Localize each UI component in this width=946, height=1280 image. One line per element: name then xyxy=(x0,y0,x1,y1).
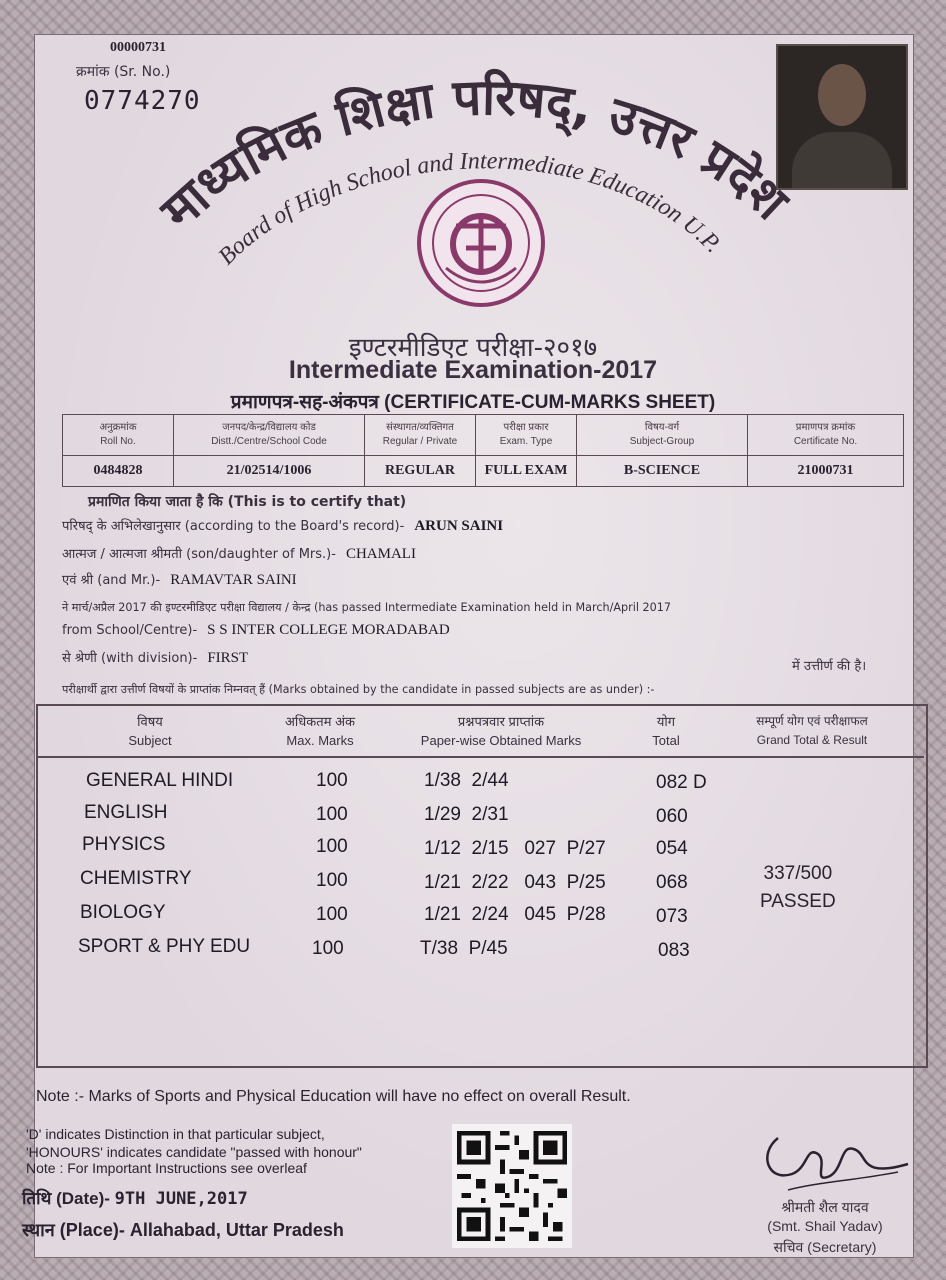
mother-label: आत्मज / आत्मजा श्रीमती (son/daughter of Mrs.)- xyxy=(62,547,336,562)
subject: BIOLOGY xyxy=(80,902,166,923)
subject-total: 060 xyxy=(656,806,688,827)
signatory-designation: सचिव (Secretary) xyxy=(773,1239,877,1255)
place-label: स्थान (Place)- xyxy=(22,1220,125,1240)
sports-note: Note :- Marks of Sports and Physical Education will have no effect on overall Result. xyxy=(36,1088,631,1105)
father-label: एवं श्री (and Mr.)- xyxy=(62,573,161,588)
paper-marks: 1/38 2/44 xyxy=(424,770,509,791)
legend-instructions: Note : For Important Instructions see overleaf xyxy=(26,1160,307,1176)
roll-no: 0484828 xyxy=(63,456,174,487)
subject-total: 068 xyxy=(656,872,688,893)
col-grand-total: सम्पूर्ण योग एवं परीक्षाफल Grand Total & Result xyxy=(756,714,868,747)
subject-total: 054 xyxy=(656,838,688,859)
header-exam-type: परीक्षा प्रकार Exam. Type xyxy=(476,415,577,456)
marks-header-divider xyxy=(36,756,924,758)
exam-type: FULL EXAM xyxy=(476,456,577,487)
max-marks: 100 xyxy=(316,770,348,791)
certify-line: प्रमाणित किया जाता है कि (This is to certify that) xyxy=(88,494,407,510)
grand-total-result xyxy=(760,860,836,916)
school-name: S S INTER COLLEGE MORADABAD xyxy=(207,622,450,638)
school-label: from School/Centre)- xyxy=(62,623,198,638)
col-paper-marks: प्रश्नपत्रवार प्राप्तांक Paper-wise Obtained Marks xyxy=(420,714,582,748)
subject-total: 073 xyxy=(656,906,688,927)
grand-total: 337/500 xyxy=(763,863,833,884)
candidate-info-table xyxy=(62,414,904,487)
paper-marks: 1/21 2/22 043 P/25 xyxy=(424,872,606,893)
serial-top: 00000731 xyxy=(110,40,166,55)
mother-line xyxy=(62,544,416,563)
signatory-hindi: श्रीमती शैल यादव xyxy=(781,1199,869,1215)
father-line xyxy=(62,570,297,589)
issue-place: Allahabad, Uttar Pradesh xyxy=(129,1220,344,1240)
subject: ENGLISH xyxy=(84,802,168,823)
date-line xyxy=(22,1186,248,1209)
header-roll-no: अनुक्रमांक Roll No. xyxy=(63,415,174,456)
secretary-signature-icon xyxy=(748,1124,918,1196)
division: FIRST xyxy=(207,650,249,666)
subject-total: 083 xyxy=(658,940,690,961)
record-label: परिषद् के अभिलेखानुसार (according to the Board's record)- xyxy=(62,519,405,534)
passed-line: ने मार्च/अप्रैल 2017 की इण्टरमीडिएट परीक्षा विद्यालय / केन्द्र (has passed Intermediate Examination held in March/April 2017 xyxy=(62,601,672,614)
result: PASSED xyxy=(760,891,836,912)
subject: CHEMISTRY xyxy=(80,868,192,889)
exam-title-hindi: इण्टरमीडिएट परीक्षा-२०१७ xyxy=(348,333,598,363)
header-certificate-no: प्रमाणपत्र क्रमांक Certificate No. xyxy=(748,415,904,456)
exam-title-english: Intermediate Examination-2017 xyxy=(288,356,658,384)
record-line xyxy=(62,516,503,535)
certificate-title: प्रमाणपत्र-सह-अंकपत्र (CERTIFICATE-CUM-MARKS SHEET) xyxy=(230,392,716,413)
col-max-marks: अधिकतम अंक Max. Marks xyxy=(285,714,355,748)
max-marks: 100 xyxy=(316,804,348,825)
header-subject-group: विषय-वर्ग Subject-Group xyxy=(577,415,748,456)
col-subject: विषय Subject xyxy=(128,714,172,748)
division-label: से श्रेणी (with division)- xyxy=(62,651,198,666)
passed-hindi: में उत्तीर्ण की है। xyxy=(792,659,867,674)
paper-marks: 1/29 2/31 xyxy=(424,804,509,825)
legend-distinction: 'D' indicates Distinction in that particular subject, xyxy=(26,1126,325,1142)
place-line xyxy=(22,1218,344,1242)
max-marks: 100 xyxy=(316,870,348,891)
issue-date: 9TH JUNE,2017 xyxy=(114,1189,248,1209)
paper-marks: T/38 P/45 xyxy=(420,938,508,959)
paper-marks: 1/21 2/24 045 P/28 xyxy=(424,904,606,925)
max-marks: 100 xyxy=(316,904,348,925)
col-total: योग Total xyxy=(652,714,680,748)
regular-private: REGULAR xyxy=(365,456,476,487)
certificate-no: 21000731 xyxy=(748,456,904,487)
school-line xyxy=(62,622,450,639)
marks-intro: परीक्षार्थी द्वारा उत्तीर्ण विषयों के प्राप्तांक निम्नवत् हैं (Marks obtained by the candidate in passed subjects are as under) :- xyxy=(62,683,655,696)
subject: SPORT & PHY EDU xyxy=(78,936,251,957)
candidate-name: ARUN SAINI xyxy=(414,518,504,534)
up-board-seal-icon xyxy=(416,178,546,308)
board-name-english: Board of High School and Intermediate Education U.P. xyxy=(213,148,727,271)
mother-name: CHAMALI xyxy=(345,546,416,562)
signatory-english: (Smt. Shail Yadav) xyxy=(767,1218,883,1234)
header-school-code: जनपद/केन्द्र/विद्यालय कोड Distt./Centre/School Code xyxy=(174,415,365,456)
max-marks: 100 xyxy=(312,938,344,959)
paper-marks: 1/12 2/15 027 P/27 xyxy=(424,838,606,859)
school-code: 21/02514/1006 xyxy=(174,456,365,487)
subject-group: B-SCIENCE xyxy=(577,456,748,487)
serial-label: क्रमांक (Sr. No.) xyxy=(76,64,171,80)
subject: GENERAL HINDI xyxy=(86,770,234,791)
board-name-hindi: माध्यमिक शिक्षा परिषद्, उत्तर प्रदेश xyxy=(149,68,800,241)
qr-code-icon xyxy=(452,1124,572,1248)
legend-honours: 'HONOURS' indicates candidate "passed with honour" xyxy=(26,1144,362,1160)
father-name: RAMAVTAR SAINI xyxy=(170,572,297,588)
division-line xyxy=(62,648,248,667)
subject: PHYSICS xyxy=(82,834,166,855)
serial-number: 0774270 xyxy=(84,86,201,116)
subject-total: 082 D xyxy=(656,772,707,793)
header-regular-private: संस्थागत/व्यक्तिगत Regular / Private xyxy=(365,415,476,456)
date-label: तिथि (Date)- xyxy=(22,1189,110,1208)
max-marks: 100 xyxy=(316,836,348,857)
